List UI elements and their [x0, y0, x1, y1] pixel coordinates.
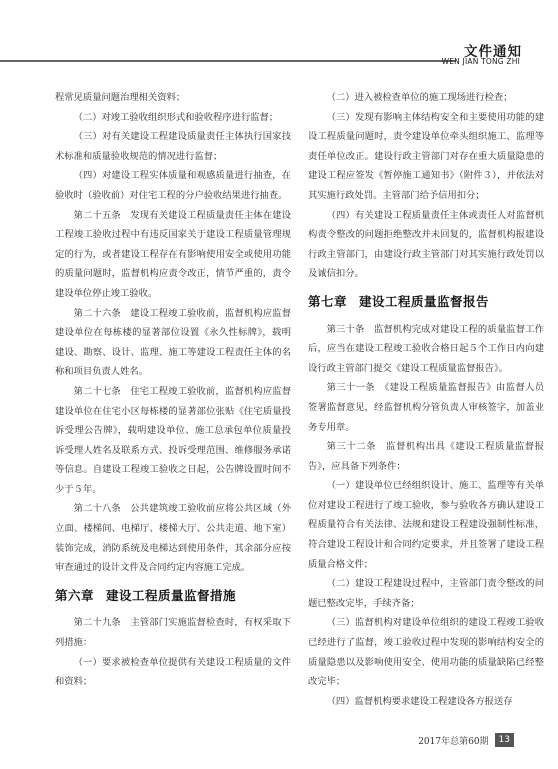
right-column — [308, 88, 544, 711]
article-31: 第三十一条 《建设工程质量监督报告》由监督人员签署监督意见，经监督机构分管负责人审核签字，加盖业务专用章。 — [308, 382, 544, 433]
chapter-7-heading — [308, 292, 544, 312]
article-29: 第二十九条 主管部门实施监督检查时，有权采取下列措施： — [55, 617, 291, 649]
article-30: 第三十条 监督机构完成对建设工程的质量监督工作后，应当在建设工程竣工验收合格日起５个工作日内向建设行政主管部门提交《建设工程质量监督报告》。 — [308, 323, 544, 374]
paragraph: （二）对竣工验收组织形式和验收程序进行监督； — [73, 111, 279, 123]
chapter-number: 第六章 — [55, 587, 95, 603]
paragraph: （三）发现有影响主体结构安全和主要使用功能的建设工程质量问题时，责令建设单位牵头组织施工、监理等责任单位改正。建设行政主管部门对存在重大质量隐患的建设工程应签发《暂停施工通知书》（附件３），并依法对其实施行政处罚。主管部门给予信用扣分； — [308, 111, 544, 201]
article-27: 第二十七条 住宅工程竣工验收前，监督机构应监督建设单位在住宅小区每栋楼的显著部位张贴《住宅质量投诉受理公告牌》，载明建设单位、施工总承包单位质量投诉受理人姓名及联系方式、投诉受理范围、维修服务承诺等信息。自建设工程竣工验收之日起，公告牌设置时间不少于５年。 — [55, 385, 291, 495]
chapter-title: 建设工程质量监督报告 — [359, 293, 490, 309]
paragraph: （四）有关建设工程质量责任主体或责任人对监督机构责令整改的问题拒绝整改并未回复的，监督机构报建设行政主管部门，由建设行政主管部门对其实施行政处罚以及诚信扣分。 — [308, 209, 544, 280]
article-25: 第二十五条 发现有关建设工程质量责任主体在建设工程竣工验收过程中有违反国家关于建设工程质量管理规定的行为，或者建设工程存在有影响使用安全或使用功能的质量问题时，监督机构应责令改正，情节严重的，责令建设单位停止竣工验收。 — [55, 209, 291, 299]
paragraph: （一）建设单位已经组织设计、施工、监理等有关单位对建设工程进行了竣工验收，参与验收各方确认建设工程质量符合有关法律、法规和建设工程建设强制性标准，符合建设工程设计和合同约定要求，并且签署了建设工程质量合格文件； — [308, 480, 544, 570]
header-divider — [0, 60, 456, 62]
section-title: 文件通知 — [464, 44, 522, 60]
chapter-title: 建设工程质量监督措施 — [106, 587, 237, 603]
paragraph: （四）对建设工程实体质量和观感质量进行抽查，在验收时（验收前）对住宅工程的分户验收结果进行抽查。 — [55, 170, 291, 201]
paragraph: （四）监督机构要求建设工程建设各方报送存 — [326, 695, 513, 707]
paragraph: 程常见质量问题治理相关资料； — [55, 92, 186, 103]
article-26: 第二十六条 建设工程竣工验收前，监督机构应监督建设单位在每栋楼的显著部位设置《永久性标牌》，载明建设、勘察、设计、监理、施工等建设工程责任主体的名称和项目负责人姓名。 — [55, 307, 291, 378]
page-footer — [418, 733, 514, 747]
page-number: 13 — [495, 733, 514, 747]
section-subtitle: WEN JIAN TONG ZHI — [441, 57, 520, 66]
chapter-6-heading — [55, 586, 291, 606]
paragraph: （三）监督机构对建设单位组织的建设工程竣工验收已经进行了监督，竣工验收过程中发现的影响结构安全的质量隐患以及影响使用安全、使用功能的质量缺陷已经整改完毕； — [308, 617, 544, 688]
paragraph: （一）要求被检查单位提供有关建设工程质量的文件和资料； — [55, 656, 291, 688]
paragraph: （二）进入被检查单位的施工现场进行检查； — [326, 92, 513, 103]
chapter-number: 第七章 — [308, 293, 348, 309]
paragraph: （三）对有关建设工程建设质量责任主体执行国家技术标准和质量验收规范的情况进行监督； — [55, 131, 291, 162]
article-28: 第二十八条 公共建筑竣工验收前应将公共区域（外立面、楼梯间、电梯厅、楼梯大厅、公共走道、地下室）装饰完成，消防系统及电梯达到使用条件，其余部分应按审查通过的设计文件及合同约定内容施工完成。 — [55, 503, 291, 574]
left-column — [55, 88, 291, 692]
article-32: 第三十二条 监督机构出具《建设工程质量监督报告》，应具备下列条件： — [308, 441, 544, 472]
issue-label: 2017年总第60期 — [418, 736, 489, 747]
paragraph: （二）建设工程建设过程中，主管部门责令整改的问题已整改完毕，手续齐备； — [308, 578, 544, 609]
